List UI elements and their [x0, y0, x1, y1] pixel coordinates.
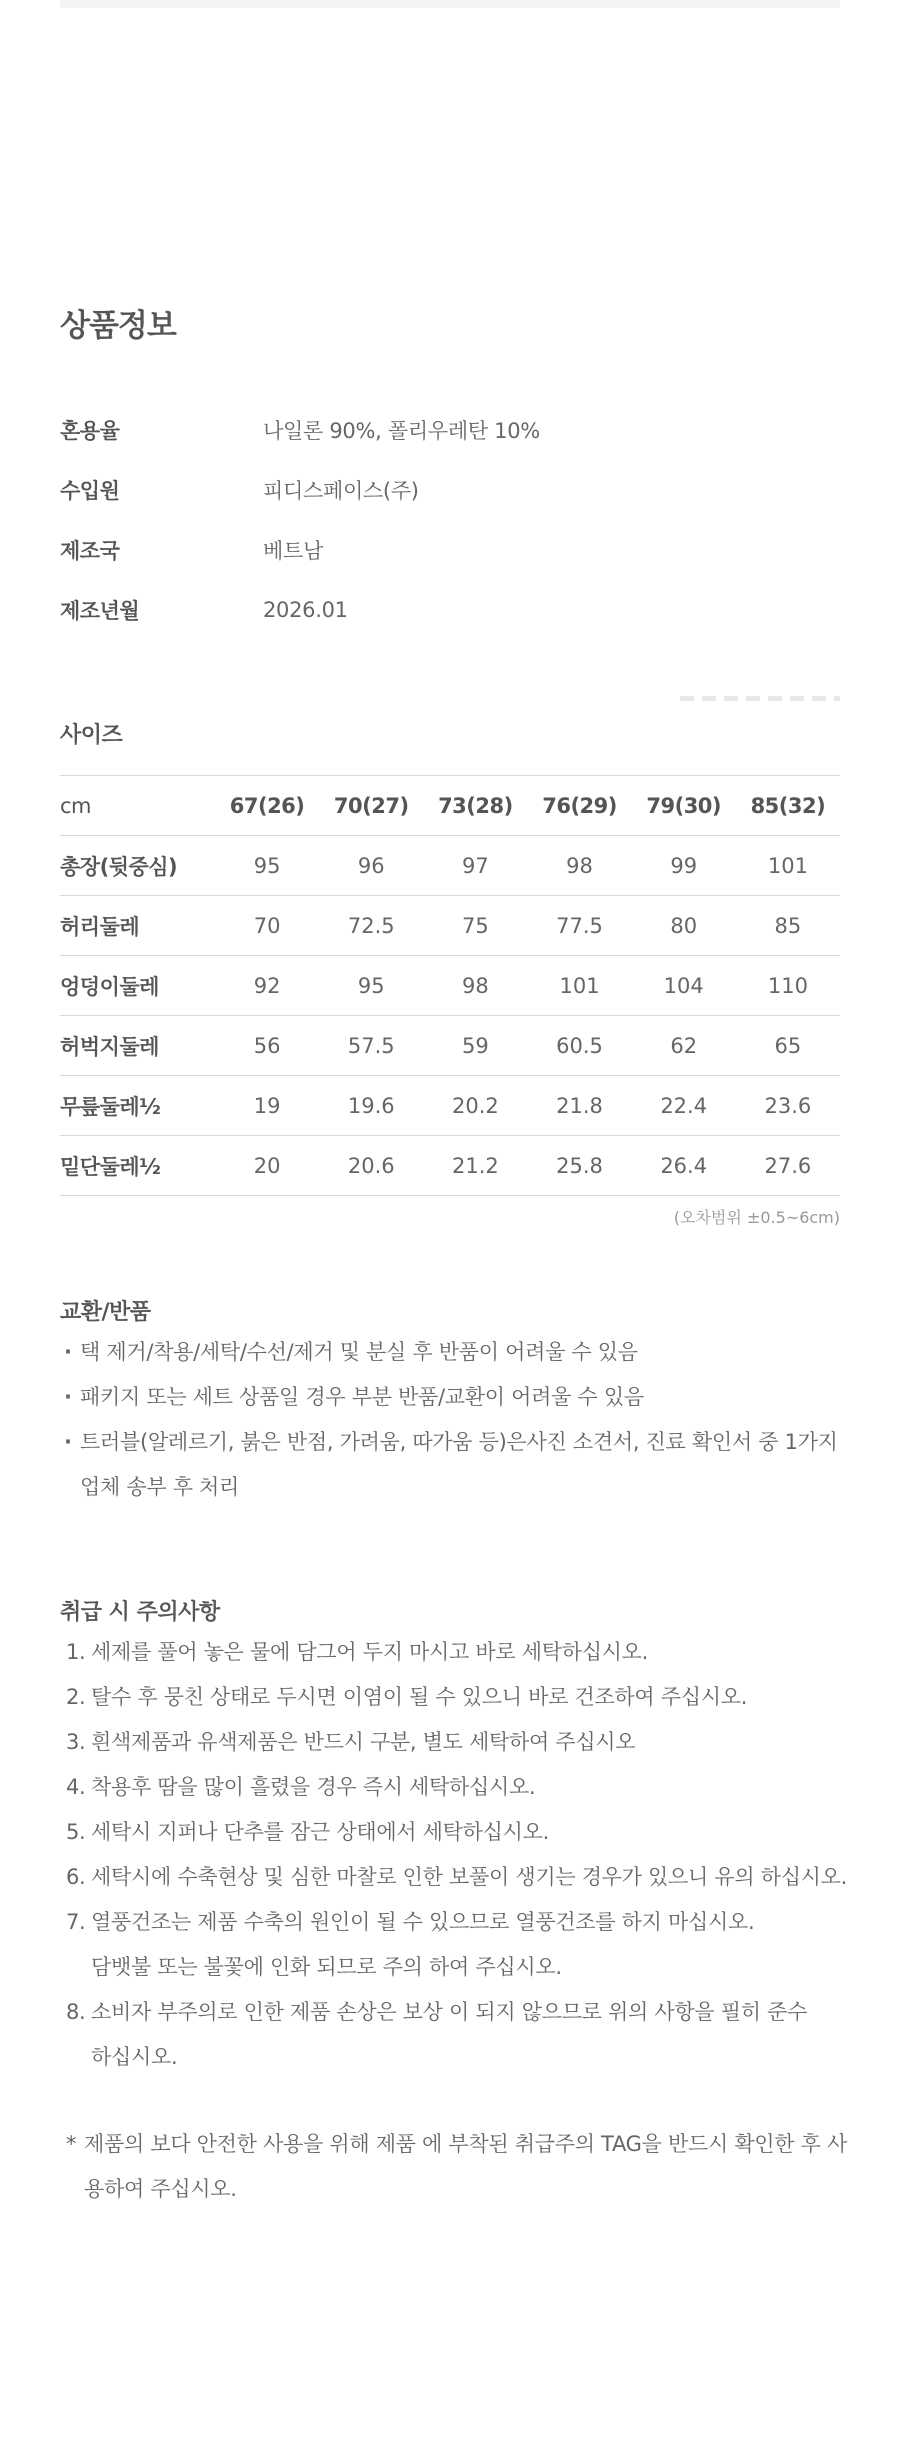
unit-header: cm [60, 793, 92, 818]
list-item: · 패키지 또는 세트 상품일 경우 부분 반품/교환이 어려울 수 있음 [60, 1375, 850, 1420]
info-row-manufacture-date [60, 590, 348, 630]
table-cell: 99 [670, 853, 698, 878]
item-number: 7. [66, 1910, 86, 1934]
row-label: 총장(뒷중심) [60, 854, 178, 879]
table-cell: 95 [357, 973, 385, 998]
table-cell: 23.6 [764, 1093, 812, 1118]
size-header-row [60, 776, 840, 836]
size-column-header: 70(27) [333, 793, 409, 818]
info-value: 베트남 [263, 539, 323, 563]
list-item [60, 1900, 850, 1990]
row-label: 허리둘레 [60, 914, 140, 939]
table-cell: 19.6 [347, 1093, 395, 1118]
item-text: 세탁시에 수축현상 및 심한 마찰로 인한 보풀이 생기는 경우가 있으니 유의 하십시오. [91, 1865, 848, 1889]
footnote-text: 제품의 보다 안전한 사용을 위해 제품 에 부착된 취급주의 TAG을 반드시 확인한 후 사용하여 주십시오. [84, 2132, 847, 2201]
list-item [60, 1765, 850, 1810]
size-column-header: 85(32) [750, 793, 826, 818]
table-row [60, 896, 840, 956]
list-item [60, 1990, 850, 2080]
table-cell: 60.5 [556, 1033, 603, 1058]
item-number: 4. [66, 1775, 86, 1799]
table-cell: 101 [767, 853, 808, 878]
info-value: 2026.01 [263, 598, 348, 622]
table-cell: 98 [566, 853, 593, 878]
table-cell: 21.8 [556, 1093, 603, 1118]
table-cell: 97 [462, 853, 489, 878]
table-cell: 96 [357, 853, 385, 878]
faint-decoration [680, 696, 840, 701]
item-text-continued: 담뱃불 또는 불꽃에 인화 되므로 주의 하여 주십시오. [91, 1955, 562, 1979]
info-row-material [60, 410, 540, 450]
item-text: 세탁시 지퍼나 단추를 잠근 상태에서 세탁하십시오. [91, 1820, 549, 1844]
table-cell: 26.4 [660, 1153, 708, 1178]
size-title: 사이즈 [60, 723, 123, 748]
item-number: 3. [66, 1730, 86, 1754]
size-column-header: 73(28) [438, 793, 513, 818]
table-cell: 65 [774, 1033, 802, 1058]
item-text: 흰색제품과 유색제품은 반드시 구분, 별도 세탁하여 주십시오 [91, 1730, 636, 1754]
info-label: 제조국 [60, 539, 120, 563]
product-info-title: 상품정보 [60, 308, 176, 344]
table-cell: 20 [253, 1153, 281, 1178]
table-cell: 85 [774, 913, 802, 938]
size-column-header: 67(26) [229, 793, 305, 818]
size-column-header: 79(30) [646, 793, 722, 818]
item-text: 열풍건조는 제품 수축의 원인이 될 수 있으므로 열풍건조를 하지 마십시오. [91, 1910, 755, 1934]
table-row [60, 956, 840, 1016]
list-item [60, 1630, 850, 1675]
footnote-asterisk: * [66, 2132, 77, 2156]
table-cell: 104 [663, 973, 704, 998]
table-cell: 27.6 [764, 1153, 812, 1178]
table-cell: 19 [253, 1093, 281, 1118]
table-row [60, 1136, 840, 1196]
table-cell: 101 [559, 973, 600, 998]
table-cell: 59 [462, 1033, 489, 1058]
table-cell: 62 [670, 1033, 698, 1058]
item-text: 탈수 후 뭉친 상태로 두시면 이염이 될 수 있으니 바로 건조하여 주십시오. [91, 1685, 748, 1709]
table-cell: 56 [253, 1033, 281, 1058]
table-cell: 98 [462, 973, 489, 998]
item-text: 세제를 풀어 놓은 물에 담그어 두지 마시고 바로 세탁하십시오. [91, 1640, 649, 1664]
info-label: 제조년월 [60, 599, 140, 623]
info-label: 수입원 [60, 479, 120, 503]
table-cell: 80 [670, 913, 698, 938]
care-list [60, 1630, 850, 2080]
table-cell: 77.5 [556, 913, 603, 938]
tolerance-note: (오차범위 ±0.5~6cm) [673, 1208, 840, 1227]
item-text: 착용후 땀을 많이 흘렸을 경우 즉시 세탁하십시오. [91, 1775, 536, 1799]
table-cell: 20.6 [347, 1153, 395, 1178]
info-row-country [60, 530, 323, 570]
table-row [60, 836, 840, 896]
table-cell: 25.8 [556, 1153, 603, 1178]
table-cell: 75 [462, 913, 489, 938]
care-title: 취급 시 주의사항 [60, 1600, 220, 1625]
table-row [60, 1076, 840, 1136]
table-cell: 92 [253, 973, 281, 998]
table-cell: 20.2 [452, 1093, 499, 1118]
exchange-title: 교환/반품 [60, 1300, 151, 1325]
item-text-continued: 하십시오. [91, 2045, 178, 2069]
row-label: 엉덩이둘레 [60, 974, 159, 999]
row-label: 허벅지둘레 [60, 1034, 159, 1059]
list-item [60, 1810, 850, 1855]
table-cell: 21.2 [452, 1153, 499, 1178]
table-cell: 95 [253, 853, 281, 878]
top-divider-bar [60, 0, 840, 8]
item-number: 6. [66, 1865, 86, 1889]
size-table [60, 775, 840, 1196]
list-item [60, 1675, 850, 1720]
exchange-list [60, 1330, 850, 1510]
item-number: 2. [66, 1685, 86, 1709]
info-row-importer [60, 470, 419, 510]
list-item [60, 1720, 850, 1765]
table-cell: 110 [767, 973, 808, 998]
size-column-header: 76(29) [542, 793, 617, 818]
row-label: 밑단둘레½ [60, 1154, 161, 1179]
info-label: 혼용율 [60, 419, 120, 443]
table-cell: 70 [253, 913, 281, 938]
info-value: 피디스페이스(주) [263, 479, 419, 503]
table-cell: 72.5 [347, 913, 395, 938]
care-footnote [66, 2122, 854, 2212]
row-label: 무릎둘레½ [60, 1094, 161, 1119]
item-number: 8. [66, 2000, 86, 2024]
list-item: · 택 제거/착용/세탁/수선/제거 및 분실 후 반품이 어려울 수 있음 [60, 1330, 850, 1375]
table-cell: 22.4 [660, 1093, 708, 1118]
table-cell: 57.5 [347, 1033, 395, 1058]
list-item: · 트러블(알레르기, 붉은 반점, 가려움, 따가움 등)은사진 소견서, 진료 확인서 중 1가지 업체 송부 후 처리 [60, 1420, 850, 1510]
item-number: 5. [66, 1820, 86, 1844]
item-text: 소비자 부주의로 인한 제품 손상은 보상 이 되지 않으므로 위의 사항을 필히 준수 [91, 2000, 808, 2024]
list-item [60, 1855, 850, 1900]
info-value: 나일론 90%, 폴리우레탄 10% [263, 419, 540, 443]
table-row [60, 1016, 840, 1076]
item-number: 1. [66, 1640, 86, 1664]
